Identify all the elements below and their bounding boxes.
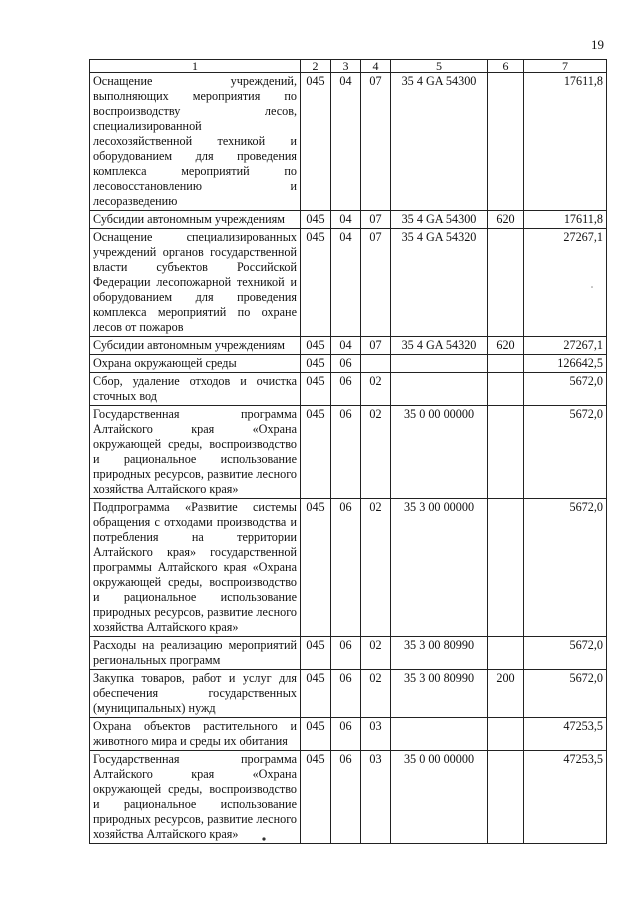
code-subsection: 07 bbox=[361, 211, 391, 229]
code-subsection: 02 bbox=[361, 637, 391, 670]
code-expense-type bbox=[488, 355, 524, 373]
table-row bbox=[90, 211, 607, 229]
code-subsection bbox=[361, 355, 391, 373]
code-expense-type bbox=[488, 229, 524, 337]
code-section: 06 bbox=[331, 406, 361, 499]
item-name: Государственная программа Алтайского края «Охрана окружающей среды, воспроизводство и рациональное использование природных ресурсов, развитие лесного хозяйства Алтайского края» bbox=[90, 406, 301, 499]
code-admin: 045 bbox=[301, 373, 331, 406]
code-target: 35 0 00 00000 bbox=[391, 406, 488, 499]
code-admin: 045 bbox=[301, 229, 331, 337]
code-section: 04 bbox=[331, 337, 361, 355]
code-expense-type bbox=[488, 73, 524, 211]
item-name: Закупка товаров, работ и услуг для обеспечения государственных (муниципальных) нужд bbox=[90, 670, 301, 718]
code-subsection: 02 bbox=[361, 373, 391, 406]
code-section: 06 bbox=[331, 751, 361, 844]
table-row bbox=[90, 637, 607, 670]
header-cell: 2 bbox=[301, 60, 331, 73]
code-expense-type bbox=[488, 751, 524, 844]
code-admin: 045 bbox=[301, 211, 331, 229]
header-cell: 5 bbox=[391, 60, 488, 73]
item-name: Субсидии автономным учреждениям bbox=[90, 211, 301, 229]
amount: 5672,0 bbox=[524, 499, 607, 637]
amount: 5672,0 bbox=[524, 373, 607, 406]
code-expense-type: 620 bbox=[488, 211, 524, 229]
code-admin: 045 bbox=[301, 670, 331, 718]
item-name: Оснащение учреждений, выполняющих мероприятия по воспроизводству лесов, специализированной лесохозяйственной техникой и оборудованием для проведения комплекса мероприятий по лесовосстановлению и лесоразведению bbox=[90, 73, 301, 211]
code-section: 04 bbox=[331, 229, 361, 337]
table-row bbox=[90, 337, 607, 355]
code-admin: 045 bbox=[301, 406, 331, 499]
item-name: Государственная программа Алтайского края «Охрана окружающей среды, воспроизводство и рациональное использование природных ресурсов, развитие лесного хозяйства Алтайского края» bbox=[90, 751, 301, 844]
table-row bbox=[90, 718, 607, 751]
code-target bbox=[391, 373, 488, 406]
header-cell: 4 bbox=[361, 60, 391, 73]
code-section: 06 bbox=[331, 373, 361, 406]
amount: 5672,0 bbox=[524, 637, 607, 670]
item-name: Охрана объектов растительного и животного мира и среды их обитания bbox=[90, 718, 301, 751]
header-cell: 6 bbox=[488, 60, 524, 73]
code-subsection: 02 bbox=[361, 499, 391, 637]
item-name: Субсидии автономным учреждениям bbox=[90, 337, 301, 355]
code-expense-type bbox=[488, 373, 524, 406]
code-target: 35 0 00 00000 bbox=[391, 751, 488, 844]
amount: 17611,8 bbox=[524, 211, 607, 229]
code-expense-type: 200 bbox=[488, 670, 524, 718]
code-admin: 045 bbox=[301, 637, 331, 670]
header-row bbox=[90, 60, 607, 73]
code-target: 35 4 GA 54300 bbox=[391, 73, 488, 211]
item-name: Охрана окружающей среды bbox=[90, 355, 301, 373]
amount: 17611,8 bbox=[524, 73, 607, 211]
table-row bbox=[90, 373, 607, 406]
table-row bbox=[90, 670, 607, 718]
code-expense-type bbox=[488, 637, 524, 670]
code-target: 35 4 GA 54320 bbox=[391, 337, 488, 355]
table-row bbox=[90, 499, 607, 637]
code-admin: 045 bbox=[301, 751, 331, 844]
code-target: 35 3 00 00000 bbox=[391, 499, 488, 637]
code-subsection: 07 bbox=[361, 337, 391, 355]
table-row bbox=[90, 229, 607, 337]
code-admin: 045 bbox=[301, 337, 331, 355]
header-cell: 1 bbox=[90, 60, 301, 73]
code-section: 06 bbox=[331, 718, 361, 751]
amount: 27267,1 bbox=[524, 337, 607, 355]
code-target: 35 4 GA 54320 bbox=[391, 229, 488, 337]
code-target bbox=[391, 718, 488, 751]
code-admin: 045 bbox=[301, 355, 331, 373]
code-target: 35 3 00 80990 bbox=[391, 670, 488, 718]
code-section: 06 bbox=[331, 670, 361, 718]
amount: 27267,1 bbox=[524, 229, 607, 337]
budget-table bbox=[89, 59, 607, 844]
table-row bbox=[90, 406, 607, 499]
code-subsection: 07 bbox=[361, 73, 391, 211]
code-section: 04 bbox=[331, 211, 361, 229]
code-section: 04 bbox=[331, 73, 361, 211]
code-expense-type bbox=[488, 499, 524, 637]
code-target bbox=[391, 355, 488, 373]
amount: 5672,0 bbox=[524, 406, 607, 499]
code-subsection: 02 bbox=[361, 406, 391, 499]
amount: 47253,5 bbox=[524, 751, 607, 844]
amount: 126642,5 bbox=[524, 355, 607, 373]
table-row bbox=[90, 751, 607, 844]
code-subsection: 02 bbox=[361, 670, 391, 718]
code-target: 35 3 00 80990 bbox=[391, 637, 488, 670]
item-name: Подпрограмма «Развитие системы обращения с отходами производства и потребления на территории Алтайского края» государственной программы Алтайского края «Охрана окружающей среды, воспроизводство и рациональное использование природных ресурсов, развитие лесного хозяйства Алтайского края» bbox=[90, 499, 301, 637]
code-subsection: 03 bbox=[361, 718, 391, 751]
amount: 5672,0 bbox=[524, 670, 607, 718]
code-admin: 045 bbox=[301, 499, 331, 637]
code-admin: 045 bbox=[301, 73, 331, 211]
code-expense-type: 620 bbox=[488, 337, 524, 355]
item-name: Оснащение специализированных учреждений органов государственной власти субъектов Российской Федерации лесопожарной техникой и оборудованием для проведения комплекса мероприятий по охране лесов от пожаров bbox=[90, 229, 301, 337]
code-section: 06 bbox=[331, 499, 361, 637]
code-section: 06 bbox=[331, 637, 361, 670]
table-row bbox=[90, 73, 607, 211]
item-name: Расходы на реализацию мероприятий региональных программ bbox=[90, 637, 301, 670]
header-cell: 7 bbox=[524, 60, 607, 73]
item-name: Сбор, удаление отходов и очистка сточных вод bbox=[90, 373, 301, 406]
code-section: 06 bbox=[331, 355, 361, 373]
code-expense-type bbox=[488, 718, 524, 751]
page-number: 19 bbox=[591, 37, 604, 52]
header-cell: 3 bbox=[331, 60, 361, 73]
code-admin: 045 bbox=[301, 718, 331, 751]
code-target: 35 4 GA 54300 bbox=[391, 211, 488, 229]
table-row bbox=[90, 355, 607, 373]
code-subsection: 03 bbox=[361, 751, 391, 844]
code-subsection: 07 bbox=[361, 229, 391, 337]
amount: 47253,5 bbox=[524, 718, 607, 751]
code-expense-type bbox=[488, 406, 524, 499]
